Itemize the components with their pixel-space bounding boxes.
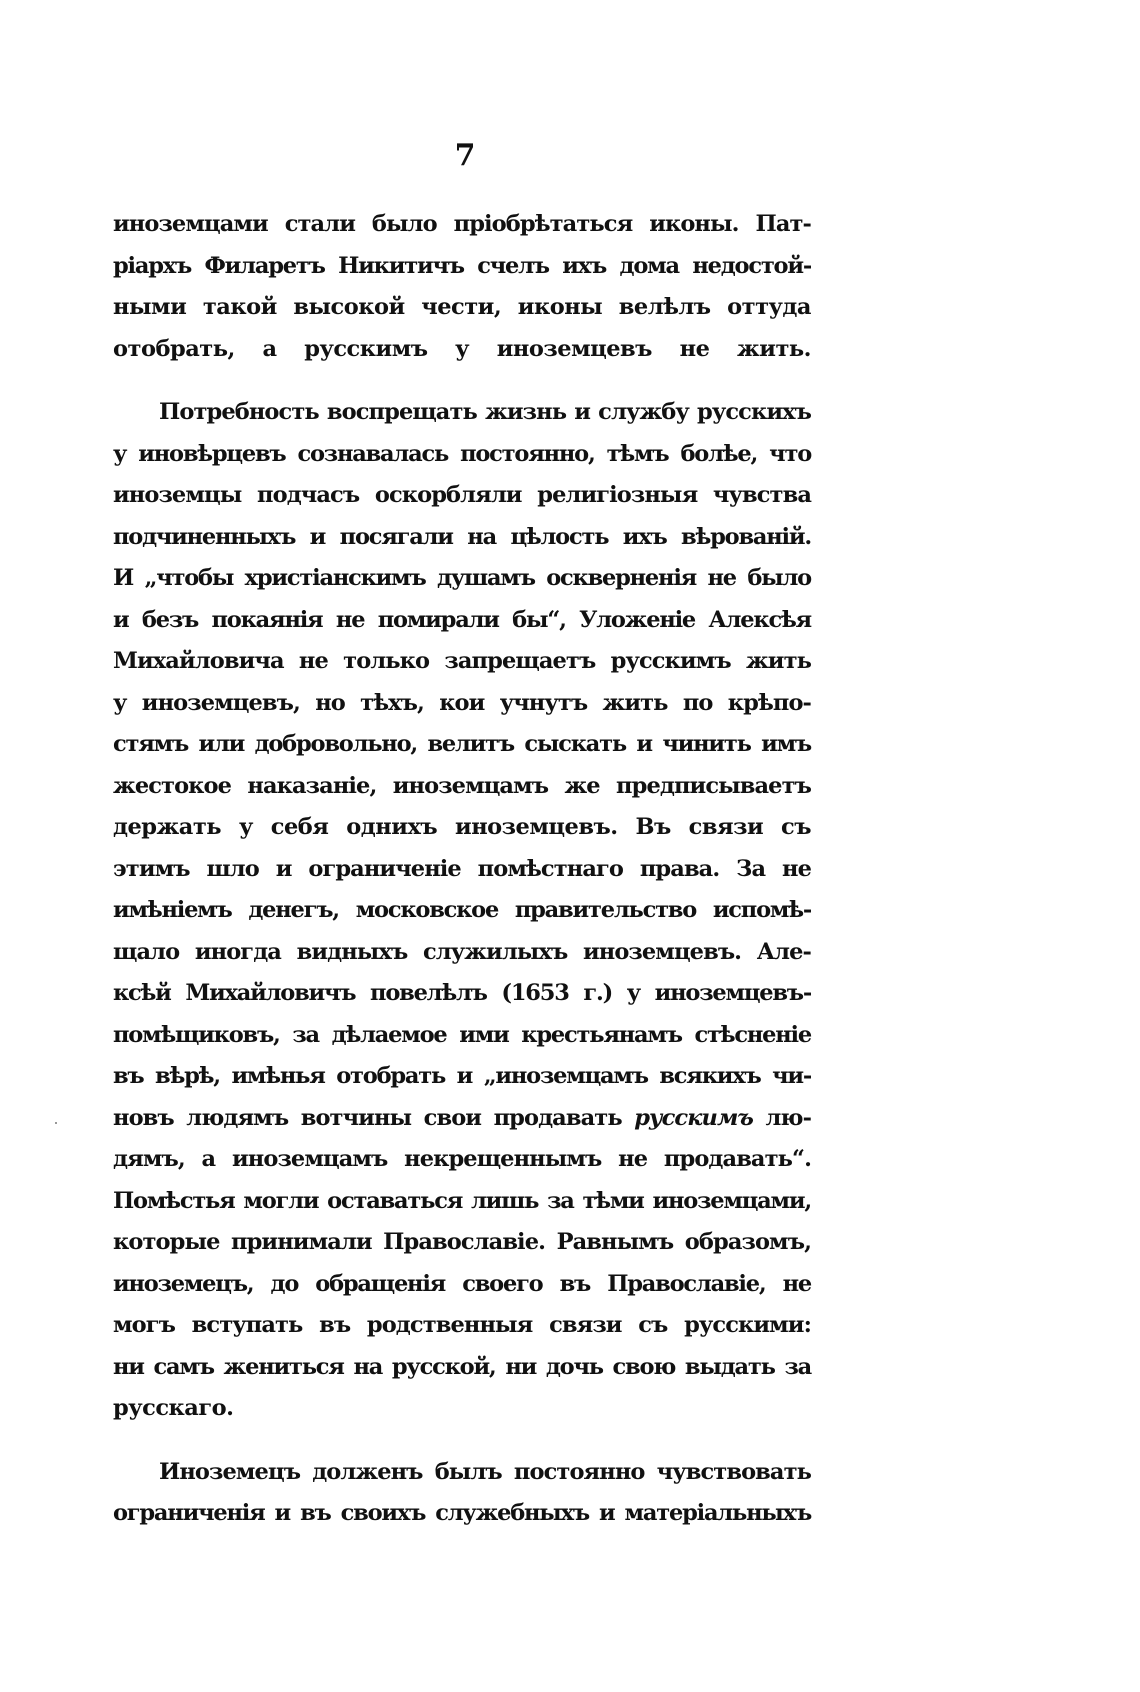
text-line: Михайловича не только запрещаетъ русскимъ жить	[113, 648, 811, 674]
text-line: держать у себя однихъ иноземцевъ. Въ связи съ	[113, 814, 811, 840]
text-line: въ вѣрѣ, имѣнья отобрать и „иноземцамъ всякихъ чи-	[113, 1063, 811, 1089]
text-line: Иноземецъ долженъ былъ постоянно чувствовать	[159, 1458, 811, 1485]
text-line: иноземцами стали было пріобрѣтаться иконы. Пат-	[113, 211, 811, 237]
text-line: помѣщиковъ, за дѣлаемое ими крестьянамъ стѣсненіе	[113, 1021, 811, 1048]
text-line: Помѣстья могли оставаться лишь за тѣми иноземцами,	[113, 1187, 811, 1214]
paragraph-3	[113, 1452, 811, 1535]
text-line: ксѣй Михайловичъ повелѣлъ (1653 г.) у иноземцевъ-	[113, 980, 811, 1006]
text-line: иноземецъ, до обращенія своего въ Православіе, не	[113, 1270, 811, 1297]
text-line: подчиненныхъ и посягали на цѣлость ихъ вѣрованій.	[113, 523, 811, 550]
text-line: ными такой высокой чести, иконы велѣлъ оттуда	[113, 294, 811, 320]
text-line: ограниченія и въ своихъ служебныхъ и матеріальныхъ	[113, 1500, 811, 1526]
text-line: жестокое наказаніе, иноземцамъ же предписываетъ	[113, 772, 811, 799]
text-line: этимъ шло и ограниченіе помѣстнаго права. За не	[113, 855, 811, 882]
text-line: которые принимали Православіе. Равнымъ образомъ,	[113, 1229, 811, 1255]
text-line: отобрать, а русскимъ у иноземцевъ не жить.	[113, 335, 811, 362]
text-line: Потребность воспрещать жизнь и службу русскихъ	[159, 399, 811, 425]
text-line: у иновѣрцевъ сознавалась постоянно, тѣмъ болѣе, что	[113, 440, 811, 467]
body-text	[113, 204, 811, 1535]
text-line	[113, 1098, 811, 1140]
text-line: могъ вступать въ родственныя связи съ русскими:	[113, 1312, 811, 1338]
text-line: щало иногда видныхъ служилыхъ иноземцевъ. Але-	[113, 938, 811, 965]
text-run: новъ людямъ вотчины свои продавать	[113, 1104, 622, 1131]
text-line: И „чтобы христіанскимъ душамъ оскверненія не было	[113, 565, 811, 591]
scan-speck	[55, 1122, 57, 1124]
text-line: русскаго.	[113, 1395, 234, 1421]
text-line: и безъ покаянія не помирали бы“, Уложеніе Алексѣя	[113, 606, 811, 633]
text-line: ни самъ жениться на русской, ни дочь свою выдать за	[113, 1353, 811, 1380]
paragraph-2	[113, 392, 811, 1430]
text-line: ріархъ Филаретъ Никитичъ счелъ ихъ дома недостой-	[113, 252, 811, 279]
text-line: имѣніемъ денегъ, московское правительство испомѣ-	[113, 897, 811, 923]
text-line: стямъ или добровольно, велитъ сыскать и чинить имъ	[113, 731, 811, 757]
text-line: дямъ, а иноземцамъ некрещеннымъ не продавать“.	[113, 1146, 811, 1172]
italic-word: русскимъ	[634, 1104, 753, 1131]
text-run: лю-	[765, 1104, 812, 1131]
text-line: у иноземцевъ, но тѣхъ, кои учнутъ жить по крѣпо-	[113, 689, 811, 716]
page-number: 7	[454, 138, 476, 173]
paragraph-1	[113, 204, 811, 370]
text-line: иноземцы подчасъ оскорбляли религіозныя чувства	[113, 482, 811, 508]
